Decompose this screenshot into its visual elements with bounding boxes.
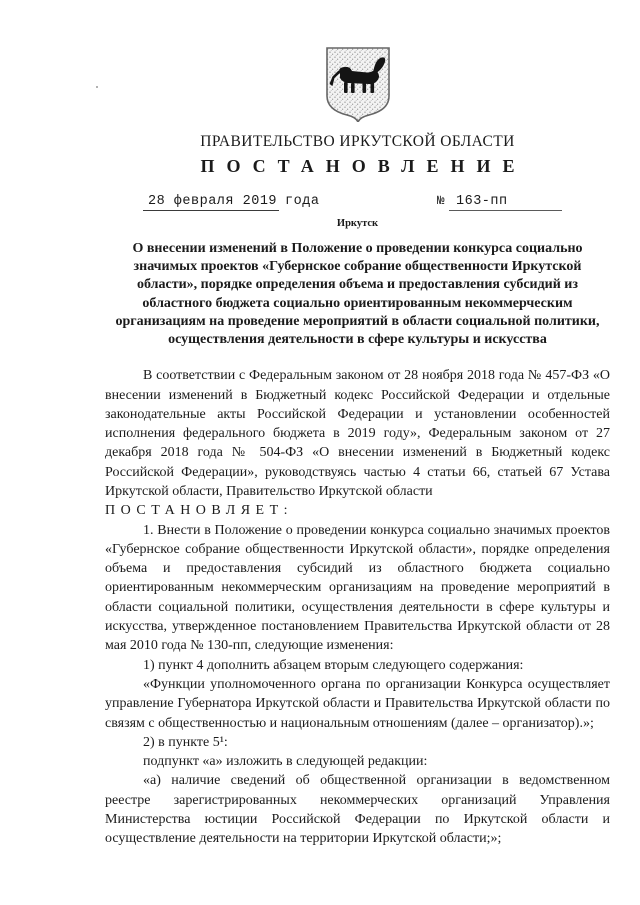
- date-value: 28 февраля 2019: [143, 194, 279, 211]
- body-paragraph: «а) наличие сведений об общественной организации в ведомственном реестре зарегистрированных некоммерческих организаций Управления Министерства юстиции Российской Федерации по Иркутской области и осуществление деятельности на территории Иркутской области;»;: [105, 773, 610, 847]
- body-paragraph: подпункт «а» изложить в следующей редакции:: [143, 754, 428, 770]
- place-of-issue: Иркутск: [336, 218, 379, 229]
- irkutsk-oblast-coat-of-arms-icon: [324, 46, 392, 122]
- document-title: О внесении изменений в Положение о проведении конкурса социально значимых проектов «Губернское собрание общественности Иркутской области», порядке определения объема и предоставления субсидий из областного бюджета социально ориентированным некоммерческим организациям на проведение мероприятий в области социальной политики, осуществления деятельности в сфере культуры и искусства: [115, 241, 600, 348]
- document-body: [105, 366, 610, 848]
- body-paragraph: В соответствии с Федеральным законом от 28 ноября 2018 года № 457-ФЗ «О внесении изменений в Бюджетный кодекс Российской Федерации и отдельные законодательные акты Российской Федерации и установлении особенностей исполнения федерального бюджета в 2019 году», Федеральным законом от 27 декабря 2018 года № 504-ФЗ «О внесении изменений в Бюджетный кодекс Российской Федерации», руководствуясь частью 4 статьи 66, статьей 67 Устава Иркутской области, Правительство Иркутской области: [105, 368, 610, 499]
- body-paragraph: 1. Внести в Положение о проведении конкурса социально значимых проектов «Губернское собрание общественности Иркутской области», порядке определения объема и предоставления субсидий из областного бюджета социально ориентированным некоммерческим организациям на проведение мероприятий в области социальной политики, осуществления деятельности в сфере культуры и искусства, утвержденное постановлением Правительства Иркутской области от 28 мая 2010 года № 130-пп, следующие изменения:: [105, 522, 610, 654]
- document-number: [437, 194, 562, 211]
- document-type-heading: ПОСТАНОВЛЕНИЕ: [200, 156, 527, 176]
- number-value: 163-пп: [449, 194, 562, 211]
- body-paragraph: 1) пункт 4 дополнить абзацем вторым следующего содержания:: [143, 657, 524, 673]
- document-content: [105, 0, 610, 849]
- number-sign: №: [436, 194, 445, 208]
- date-and-number-row: [105, 194, 610, 211]
- document-date: [143, 194, 319, 211]
- body-paragraph: «Функции уполномоченного органа по организации Конкурса осуществляет управление Губернатора Иркутской области и Правительства Иркутской области по связям с общественностью и национальным отношениям (далее – организатор).»;: [105, 676, 610, 731]
- date-suffix: года: [285, 194, 320, 209]
- body-paragraph: 2) в пункте 5¹:: [143, 734, 228, 750]
- resolution-keyword: ПОСТАНОВЛЯЕТ:: [105, 503, 294, 519]
- issuing-authority: ПРАВИТЕЛЬСТВО ИРКУТСКОЙ ОБЛАСТИ: [200, 133, 515, 150]
- scan-artifact-speck: [96, 86, 98, 88]
